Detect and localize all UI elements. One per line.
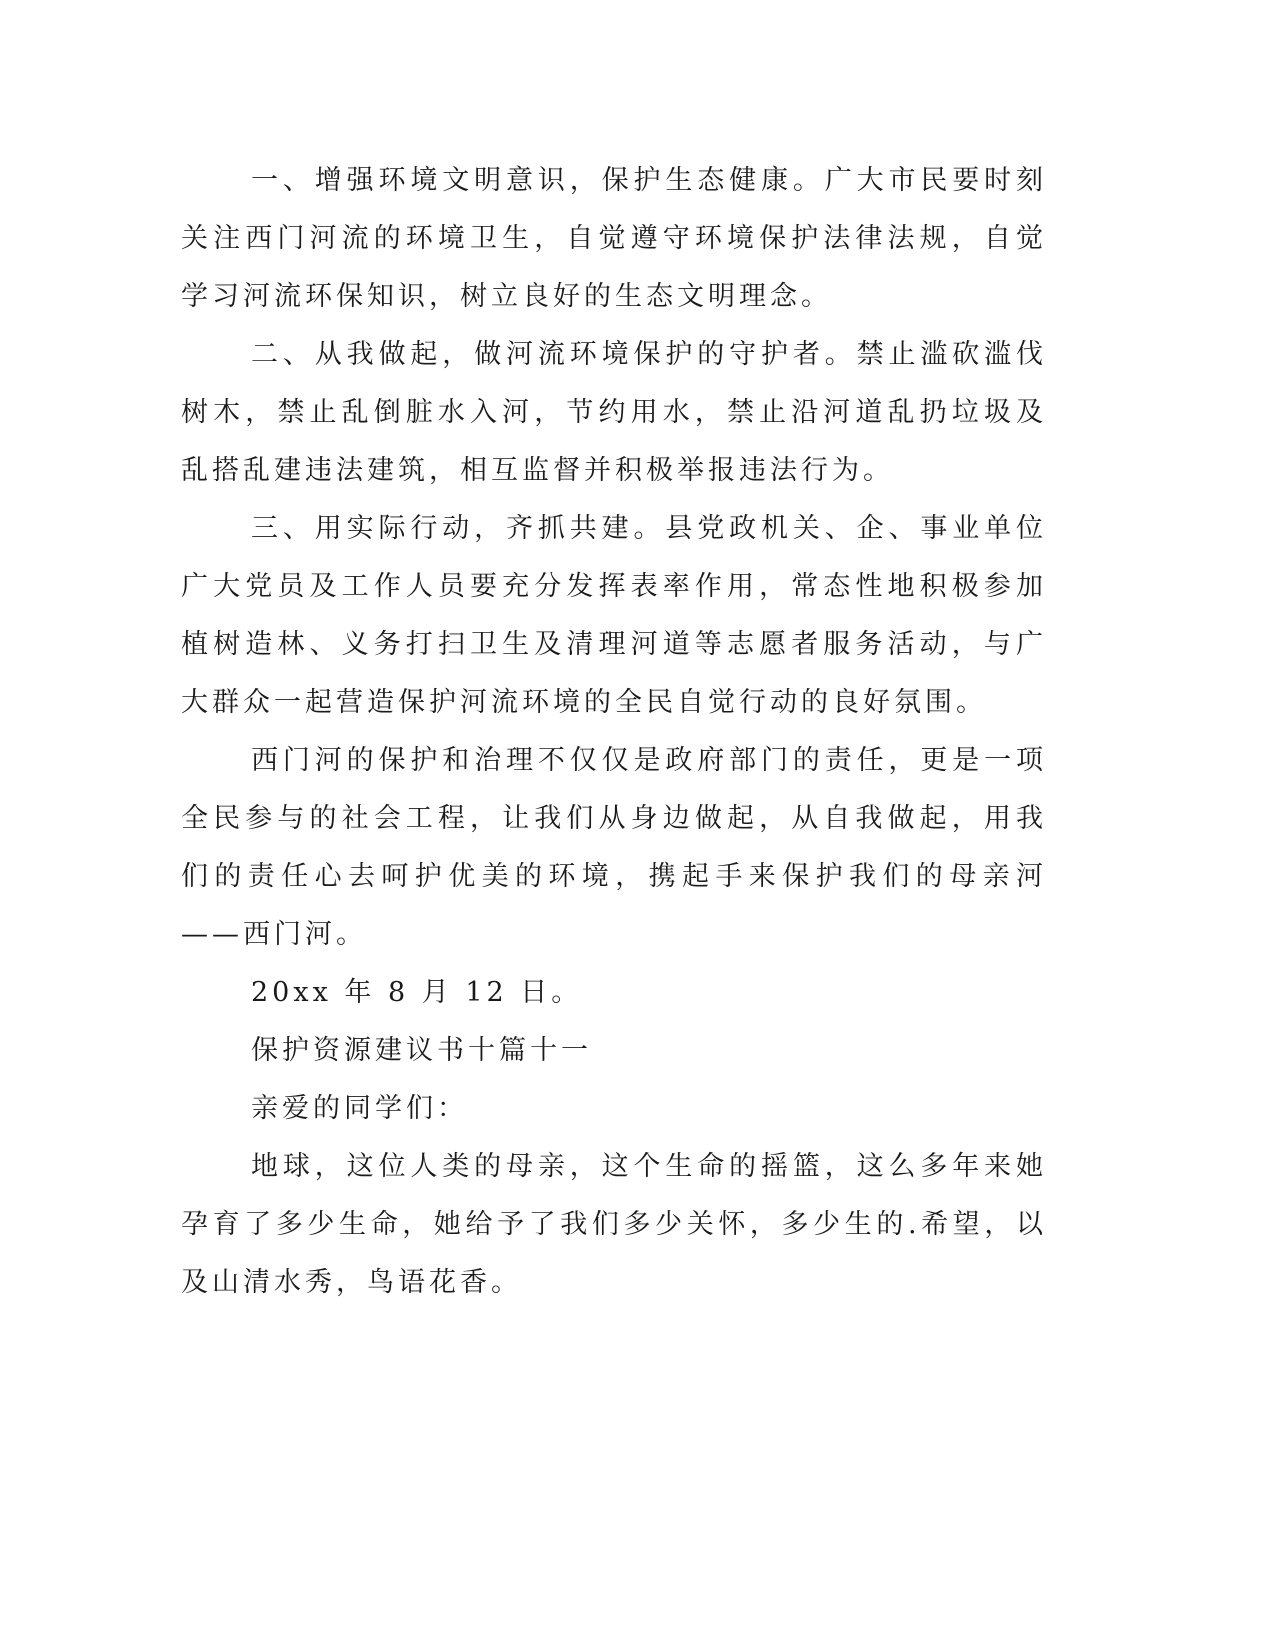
document-date: 20xx 年 8 月 12 日。 bbox=[251, 977, 583, 1008]
salutation: 亲爱的同学们： bbox=[251, 1093, 468, 1124]
paragraph-measure-1: 一、增强环境文明意识，保护生态健康。广大市民要时刻关注西门河流的环境卫生，自觉遵守环境保护法律法规，自觉学习河流环保知识，树立良好的生态文明理念。 bbox=[181, 165, 1047, 312]
document-page bbox=[181, 152, 1047, 1312]
paragraph-measure-3: 三、用实际行动，齐抓共建。县党政机关、企、事业单位广大党员及工作人员要充分发挥表率作用，常态性地积极参加植树造林、义务打扫卫生及清理河道等志愿者服务活动，与广大群众一起营造保护河流环境的全民自觉行动的良好氛围。 bbox=[181, 513, 1047, 718]
paragraph-conclusion: 西门河的保护和治理不仅仅是政府部门的责任，更是一项全民参与的社会工程，让我们从身边做起，从自我做起，用我们的责任心去呵护优美的环境，携起手来保护我们的母亲河——西门河。 bbox=[181, 745, 1047, 950]
paragraph-earth: 地球，这位人类的母亲，这个生命的摇篮，这么多年来她孕育了多少生命，她给予了我们多少关怀，多少生的.希望，以及山清水秀，鸟语花香。 bbox=[181, 1151, 1047, 1298]
paragraph-measure-2: 二、从我做起，做河流环境保护的守护者。禁止滥砍滥伐树木，禁止乱倒脏水入河，节约用水，禁止沿河道乱扔垃圾及乱搭乱建违法建筑，相互监督并积极举报违法行为。 bbox=[181, 339, 1047, 486]
section-heading: 保护资源建议书十篇十一 bbox=[251, 1035, 592, 1066]
